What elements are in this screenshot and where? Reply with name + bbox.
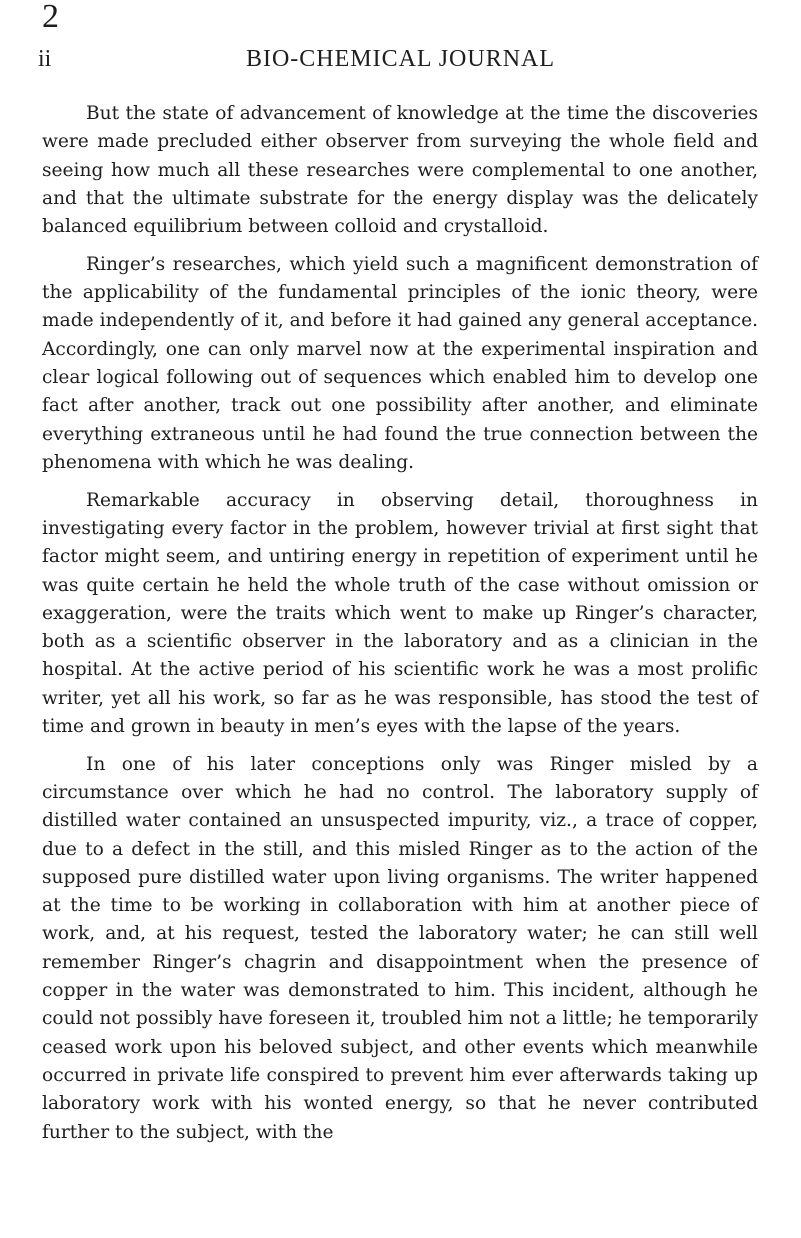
paragraph: Ringer’s researches, which yield such a magnificent demonstration of the applicability of the fundamental principles of the ionic theory, were made independently of it, and before it had gained any general acceptance. Accordingly, one can only marvel now at the experimental inspiration and clear logical following out of sequences which enabled him to develop one fact after another, track out one possibility after another, and eliminate everything extraneous until he had found the true connection between the phenomena with which he was dealing. (42, 253, 758, 473)
page-number: 2 (42, 0, 59, 35)
body-text (42, 100, 758, 1156)
journal-title: BIO-CHEMICAL JOURNAL (245, 46, 556, 72)
paragraph: Remarkable accuracy in observing detail, thoroughness in investigating every factor in the problem, however trivial at first sight that factor might seem, and untiring energy in repetition of experiment until he was quite certain he held the whole truth of the case without omission or exaggeration, were the traits which went to make up Ringer’s character, both as a scientific observer in the laboratory and as a clinician in the hospital. At the active period of his scientific work he was a most prolific writer, yet all his work, so far as he was responsible, has stood the test of time and grown in beauty in men’s eyes with the lapse of the years. (42, 489, 758, 738)
paragraph: In one of his later conceptions only was Ringer misled by a circumstance over which he had no control. The laboratory supply of distilled water contained an unsuspected impurity, viz., a trace of copper, due to a defect in the still, and this misled Ringer as to the action of the supposed pure distilled water upon living organisms. The writer happened at the time to be working in collaboration with him at another piece of work, and, at his request, tested the laboratory water; he can still well remember Ringer’s chagrin and disappointment when the presence of copper in the water was demonstrated to him. This incident, although he could not possibly have foreseen it, troubled him not a little; he temporarily ceased work upon his beloved subject, and other events which meanwhile occurred in private life conspired to prevent him ever afterwards taking up laboratory work with his wonted energy, so that he never contributed further to the subject, with the (42, 753, 758, 1143)
leaf-number: ii (38, 46, 52, 72)
paragraph: But the state of advancement of knowledge at the time the discoveries were made precluded either observer from surveying the whole field and seeing how much all these researches were complemental to one another, and that the ultimate substrate for the energy display was the delicately balanced equilibrium between colloid and crystalloid. (42, 103, 758, 238)
running-header (38, 44, 763, 74)
